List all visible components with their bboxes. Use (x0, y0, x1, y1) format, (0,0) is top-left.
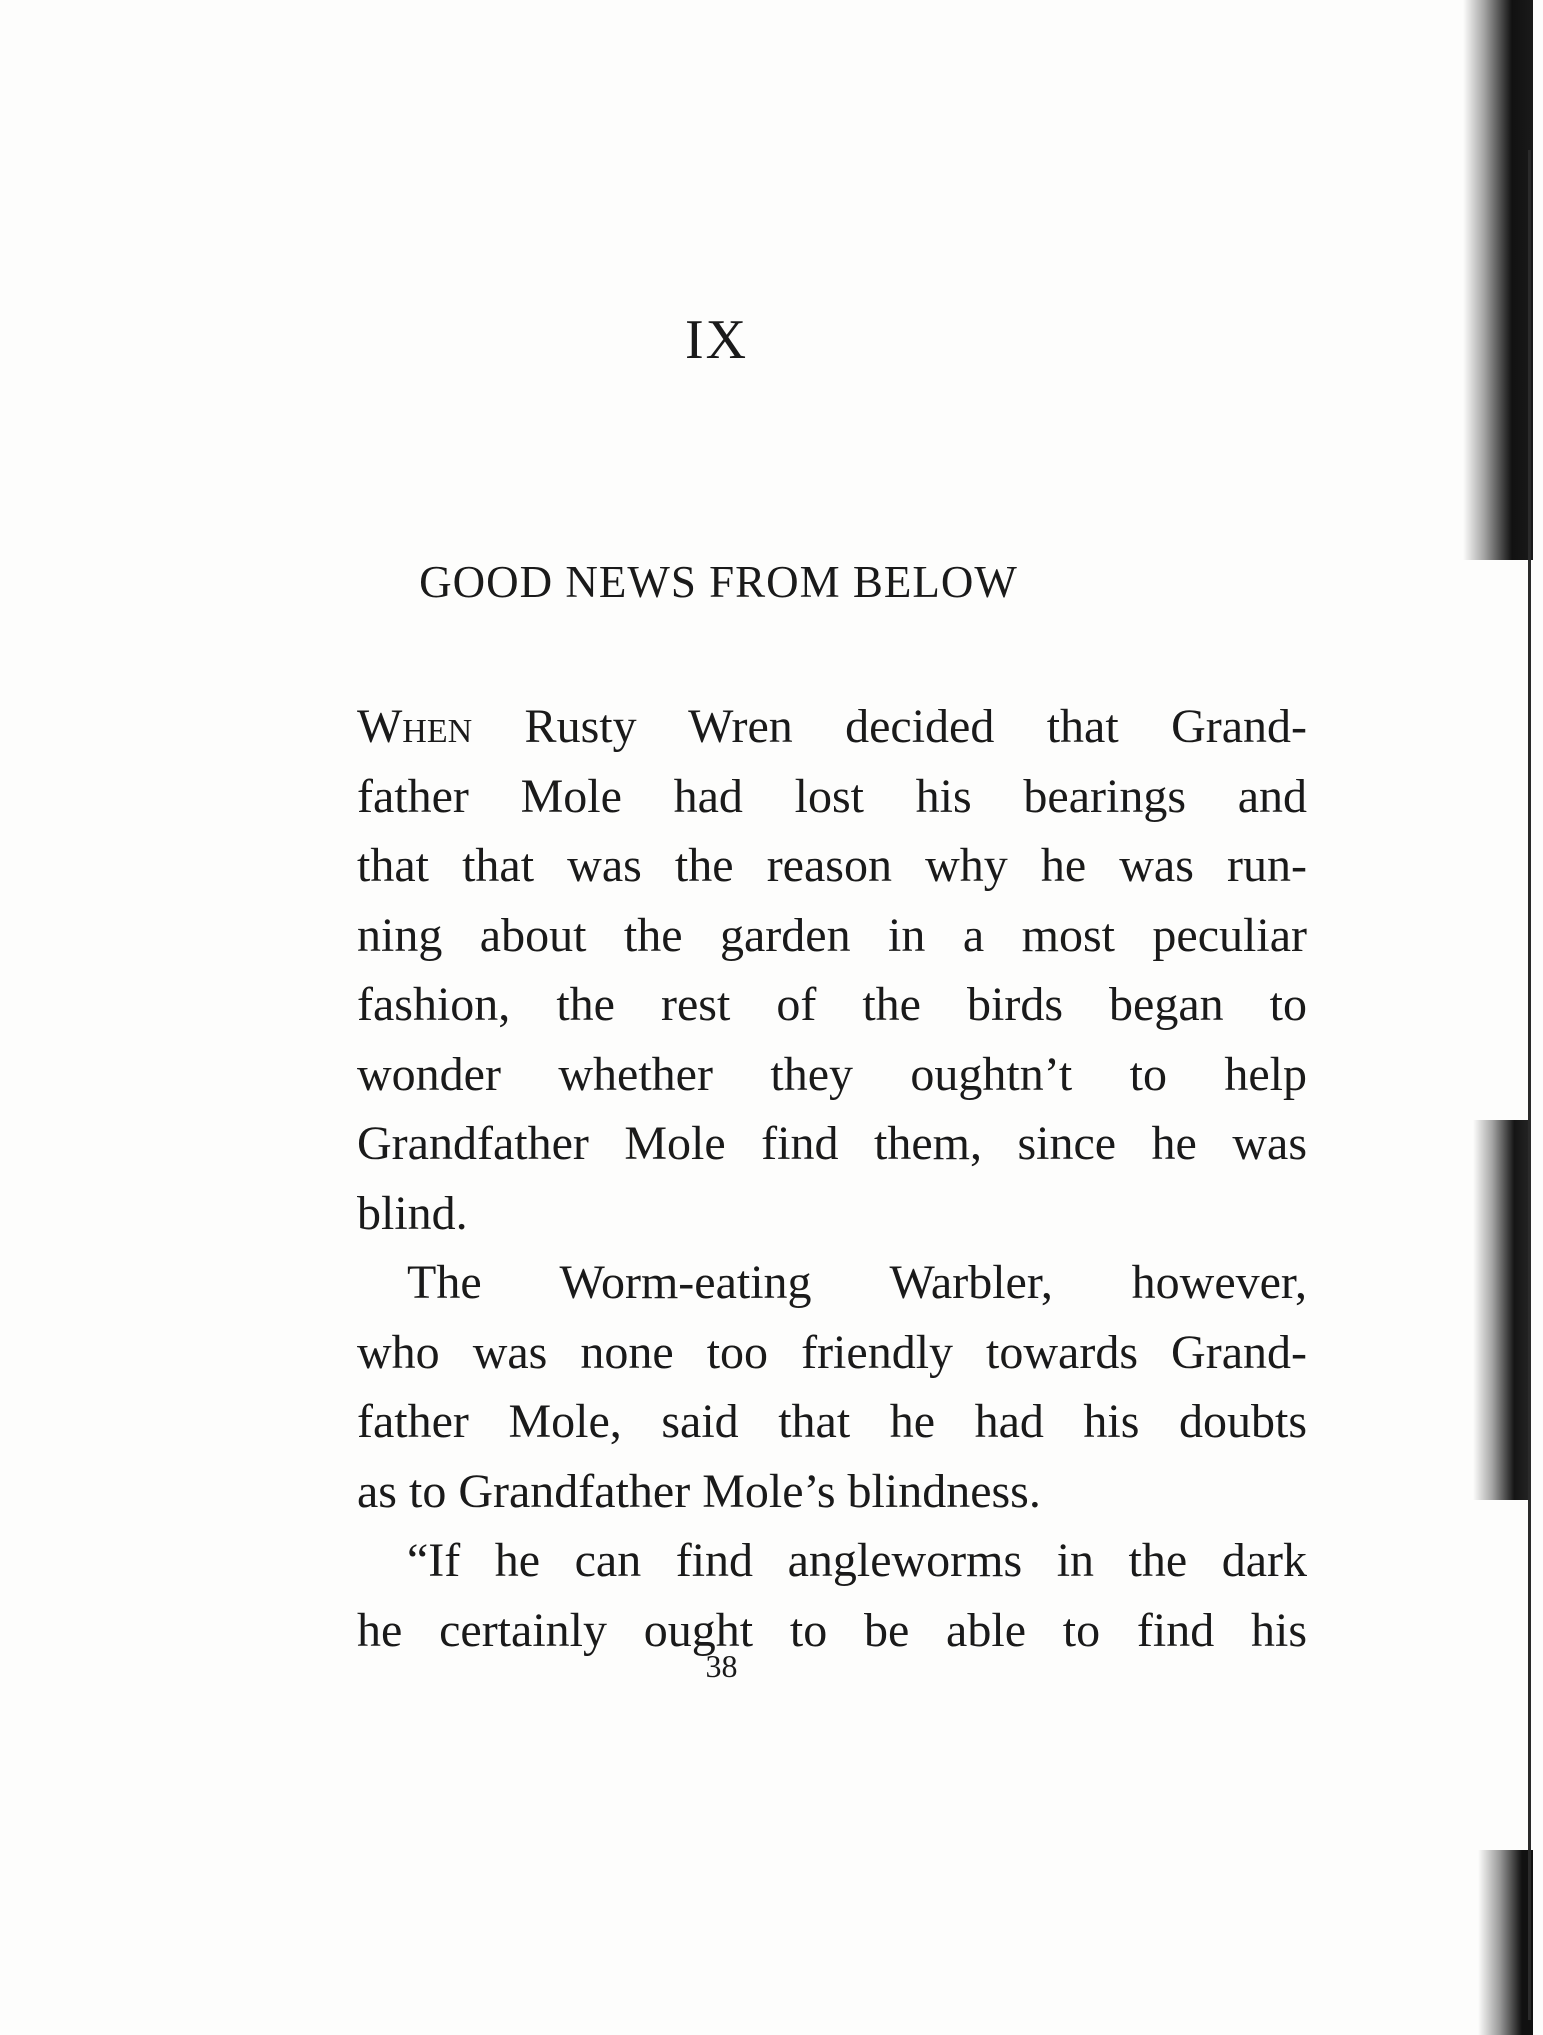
chapter-title: GOOD NEWS FROM BELOW (419, 557, 1018, 607)
paragraph-2 (357, 1248, 1307, 1526)
text-line: ning about the garden in a most peculiar (357, 908, 1307, 962)
paragraph-3 (357, 1526, 1307, 1665)
text-line: who was none too friendly towards Grand- (357, 1325, 1307, 1379)
lead-word: When (357, 700, 473, 753)
chapter-number: IX (684, 309, 749, 371)
text-line: father Mole had lost his bearings and (357, 769, 1307, 823)
body-text (357, 692, 1307, 1665)
paragraph-1 (357, 692, 1307, 1248)
text-line: father Mole, said that he had his doubts (357, 1395, 1307, 1448)
text-line: as to Grandfather Mole’s blindness. (357, 1464, 1041, 1518)
binding-shadow (1448, 0, 1543, 2035)
text-line: blind. (357, 1186, 468, 1240)
text-line: he certainly ought to be able to find his (357, 1603, 1307, 1657)
binding-shadow-bottom (1478, 1850, 1533, 2035)
page-number: 38 (705, 1648, 738, 1684)
text-line: that that was the reason why he was run- (357, 839, 1307, 892)
text-line: When Rusty Wren decided that Grand- (357, 700, 1307, 753)
text-line: Grandfather Mole find them, since he was (357, 1117, 1307, 1170)
text-line: The Worm-eating Warbler, however, (407, 1256, 1307, 1309)
text-line: wonder whether they oughtn’t to help (357, 1047, 1307, 1101)
binding-shadow-top (1463, 0, 1533, 560)
text-line: “If he can find angleworms in the dark (407, 1534, 1307, 1587)
binding-shadow-middle (1473, 1120, 1528, 1500)
text-line: fashion, the rest of the birds began to (357, 978, 1307, 1031)
page-edge-line (1528, 150, 1531, 2020)
